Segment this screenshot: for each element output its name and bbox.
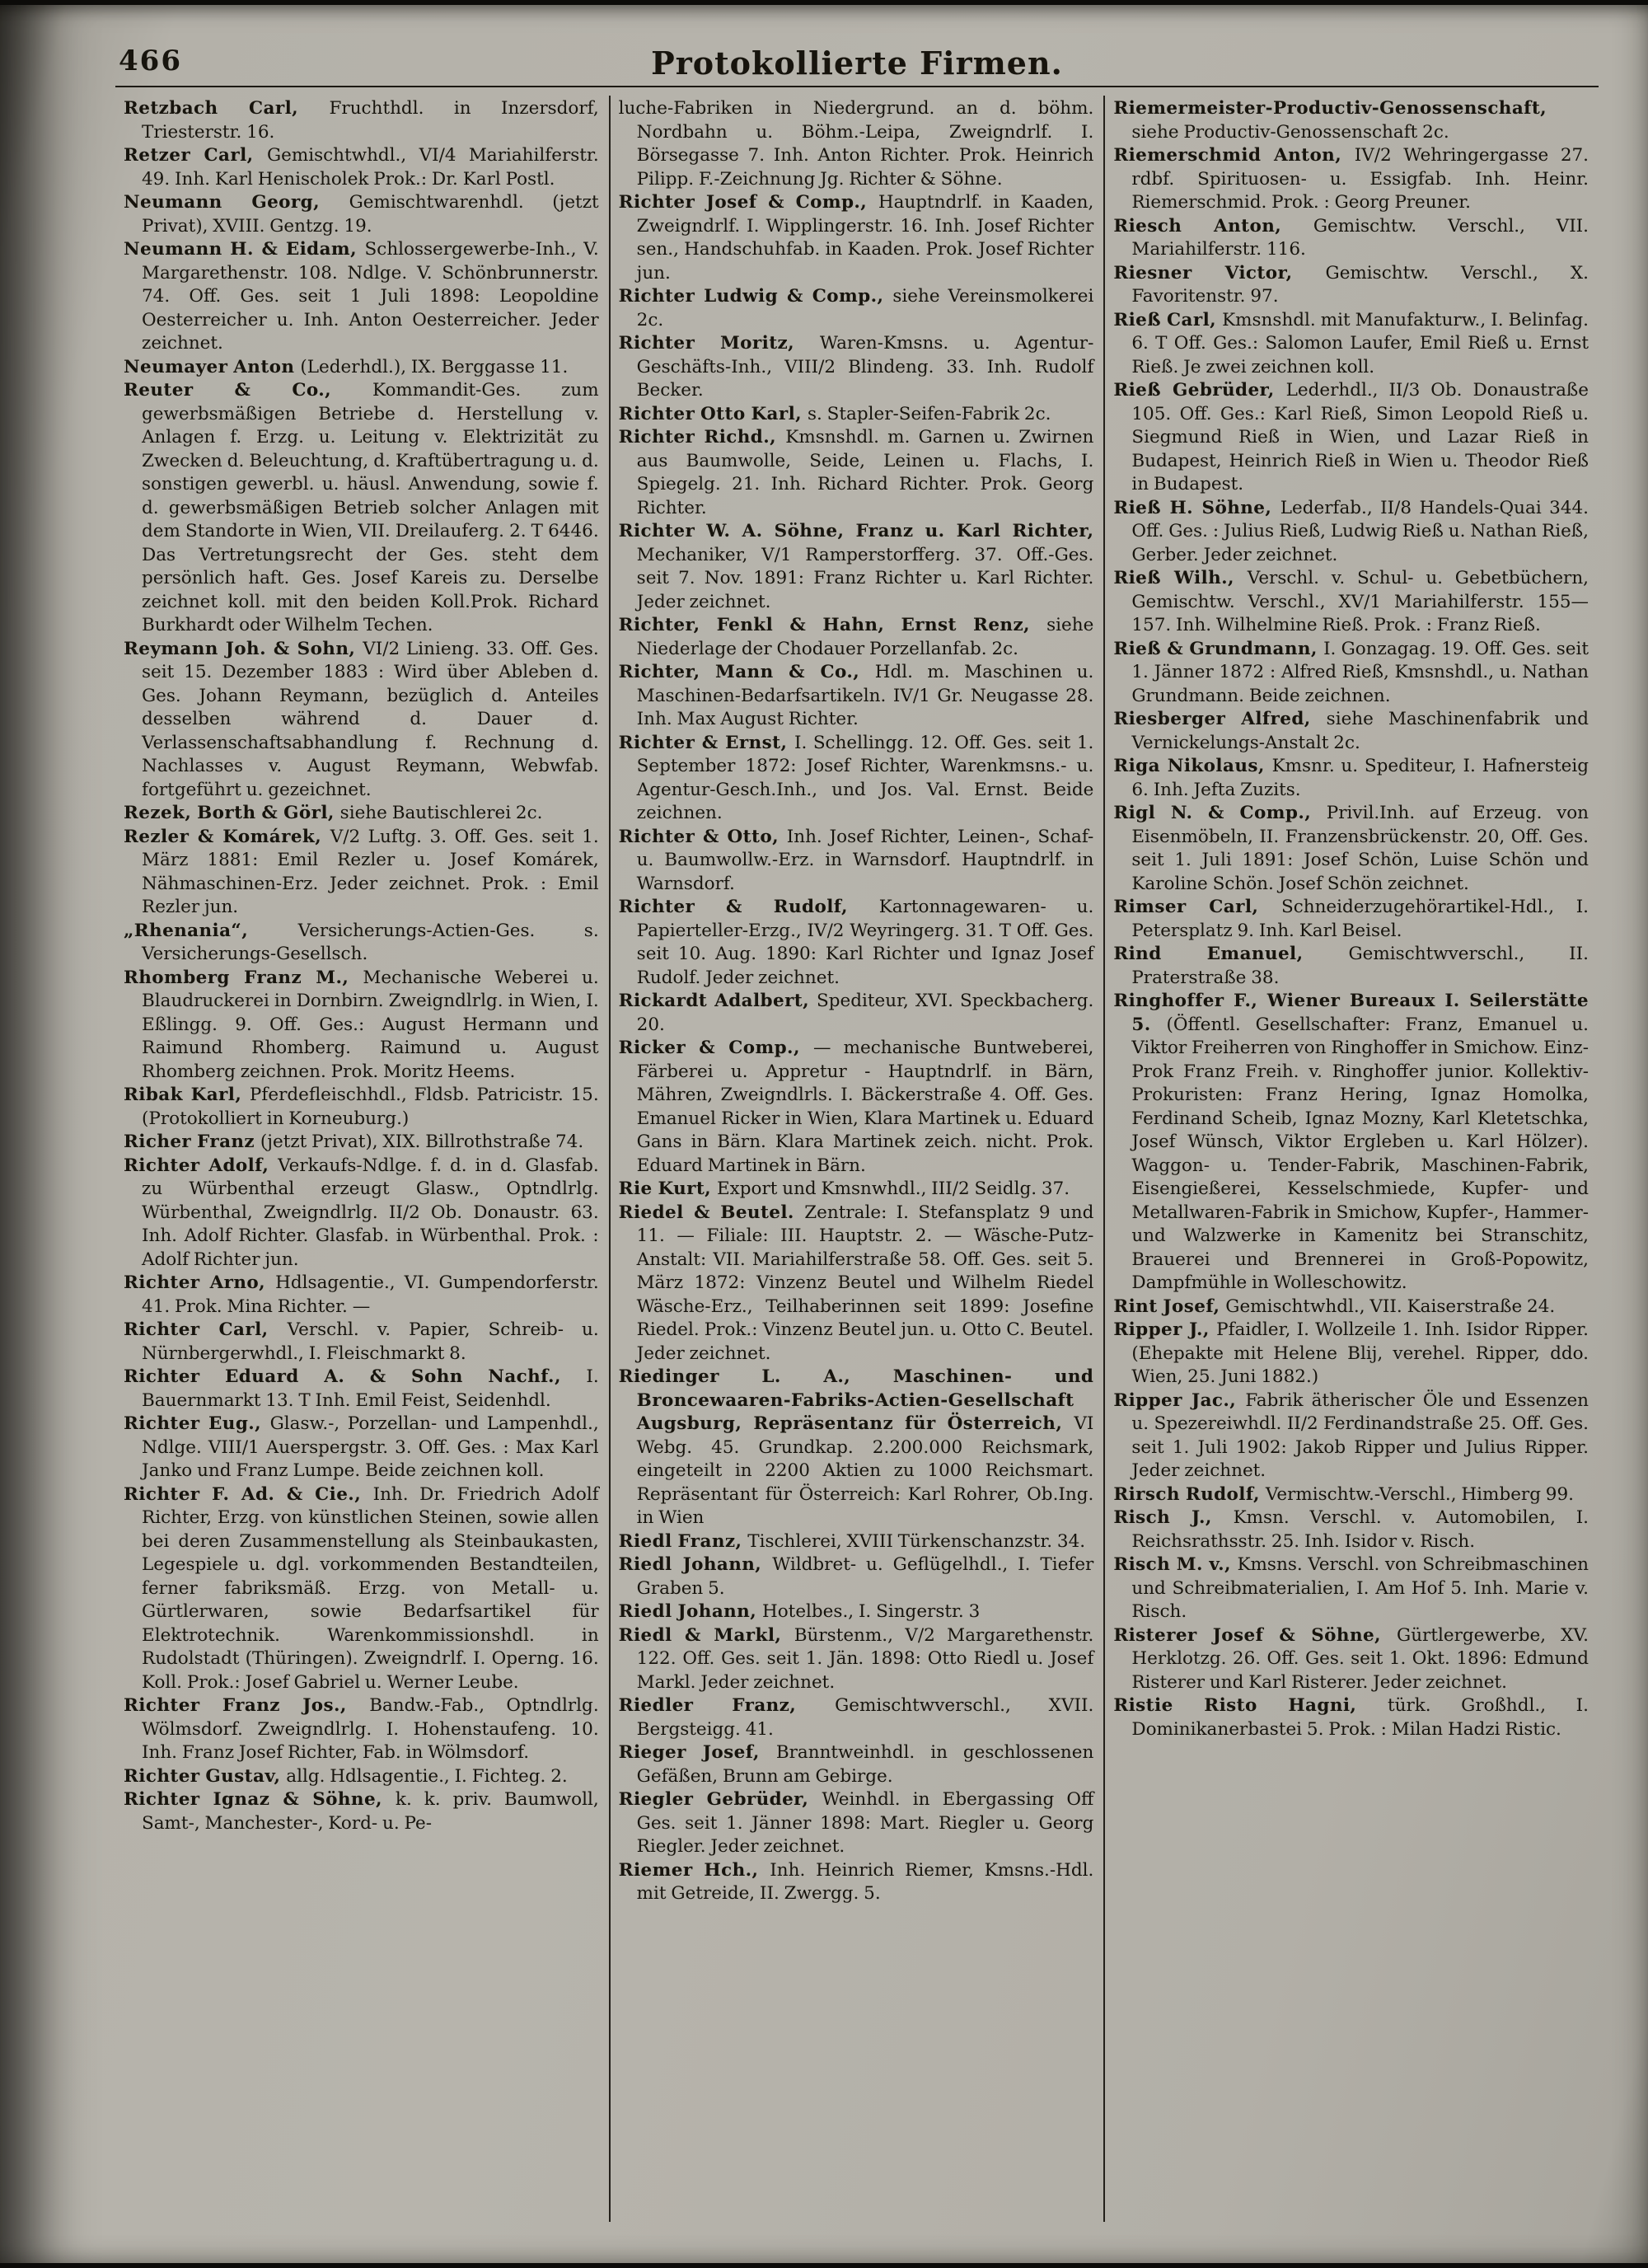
directory-entry (1113, 567, 1589, 638)
entry-text: Kmsnr. u. Spediteur, I. Hafnersteig 6. Inh. Jefta Zuzits. (1131, 756, 1589, 800)
directory-entry (619, 97, 1094, 191)
entry-text: Tischlerei, XVIII Türkenschanzstr. 34. (747, 1530, 1086, 1552)
firm-name: Richter, Mann & Co., (618, 662, 875, 682)
firm-name: Rint Josef, (1113, 1296, 1226, 1317)
directory-entry (619, 426, 1094, 520)
firm-name: Retzbach Carl, (124, 98, 330, 119)
directory-entry (1113, 379, 1589, 497)
entry-text: Kommandit-Ges. zum gewerbsmäßigen Betriebe d. Herstellung v. Anlagen f. Erzg. u. Leitung v. Elektrizität zu Zwecken d. Beleuchtung, d. Kraftübertragung u. d. sonstigen gewerbl. u. häusl. Anwendung, sowie f. d. gewerbsmäßigen Betrieb solcher Anlagen mit dem Standorte in Wien, VII. Dreilauferg. 2. T 6446. Das Vertretungsrecht der Ges. steht dem persönlich haft. Ges. Josef Kareis zu. Derselbe zeichnet koll. mit den beiden Koll.Prok. Richard Burkhardt oder Wilhelm Techen. (142, 380, 599, 635)
firm-name: Riemerschmid Anton, (1113, 145, 1355, 166)
directory-entry (124, 920, 599, 967)
firm-name: Richter Ludwig & Comp., (618, 286, 893, 307)
directory-entry (124, 1084, 599, 1131)
directory-entry (619, 191, 1094, 285)
entry-text: Fabrik ätherischer Öle und Essenzen u. Spezereiwhdl. II/2 Ferdinandstraße 25. Off. Ges. seit 1. Juli 1902: Jakob Ripper und Julius Ripper. Jeder zeichnet. (1131, 1389, 1589, 1481)
directory-column-3 (1103, 96, 1599, 2222)
firm-name: Richter & Otto, (618, 826, 787, 847)
directory-column-1 (115, 96, 609, 2222)
entry-text: siehe Niederlage der Chodauer Porzellanfab. 2c. (636, 615, 1094, 659)
directory-entry (124, 967, 599, 1085)
entry-text: Kmsnshdl. m. Garnen u. Zwirnen aus Baumwolle, Seide, Leinen u. Flachs, I. Spiegelg. 21. Inh. Richard Richter. Prok. Georg Richter. (636, 427, 1094, 518)
entry-text: VI/2 Linieng. 33. Off. Ges. seit 15. Dezember 1883 : Wird über Ableben d. Ges. Johann Reymann, bezüglich d. Anteiles desselben während d. Dauer d. Verlassenschaftsabhandlung f. Rechnung d. Nachlasses v. August Reymann, Webwfab. fortgeführt u. gezeichnet. (142, 638, 599, 800)
entry-text: Kartonnagewaren- u. Papierteller-Erzg., IV/2 Weyringerg. 31. T Off. Ges. seit 10. Aug. 1890: Karl Richter und Ignaz Josef Rudolf. Jeder zeichnet. (636, 897, 1094, 988)
firm-name: Riedl Franz, (618, 1530, 748, 1552)
page-content (115, 45, 1599, 2238)
firm-name: Richter & Ernst, (618, 732, 794, 753)
firm-name: Richter Otto Karl, (618, 403, 808, 424)
entry-text: Hdl. m. Maschinen u. Maschinen-Bedarfsartikeln. IV/1 Gr. Neugasse 28. Inh. Max August Richter. (636, 662, 1094, 729)
directory-entry (619, 614, 1094, 661)
directory-entry (1113, 708, 1589, 755)
directory-entry (124, 826, 599, 920)
directory-entry (1113, 215, 1589, 262)
directory-entry (619, 403, 1094, 427)
entry-text: Zentrale: I. Stefansplatz 9 und 11. — Filiale: III. Hauptstr. 2. — Wäsche-Putz-Anstalt: VII. Mariahilferstraße 58. Off. Ges. seit 5. März 1872: Vinzenz Beutel und Wilhelm Riedel Wäsche-Erz., Teilhaberinnen seit 1899: Josefine Riedel. Prok.: Vinzenz Beutel jun. u. Otto C. Beutel. Jeder zeichnet. (636, 1202, 1094, 1364)
firm-name: Riemermeister-Productiv-Genossenschaft, (1113, 98, 1547, 119)
entry-text: Weinhdl. in Ebergassing Off Ges. seit 1. Jänner 1898: Mart. Riegler u. Georg Riegler. Jeder zeichnet. (636, 1789, 1094, 1857)
firm-name: Rie Kurt, (618, 1179, 717, 1199)
firm-name: Riga Nikolaus, (1113, 756, 1272, 776)
firm-name: Riesch Anton, (1113, 215, 1313, 237)
entry-text: Kmsn. Verschl. v. Automobilen, I. Reichsrathsstr. 25. Inh. Isidor v. Risch. (1131, 1507, 1589, 1552)
entry-text: (Lederhdl.), IX. Berggasse 11. (300, 356, 569, 377)
entry-text: Pferdefleischhdl., Fldsb. Patricistr. 15. (Protokolliert in Korneuburg.) (142, 1085, 599, 1129)
firm-name: Neumann Georg, (124, 192, 349, 213)
entry-text: siehe Vereinsmolkerei 2c. (636, 286, 1094, 330)
firm-name: Rimser Carl, (1113, 897, 1281, 917)
directory-entry (619, 1859, 1094, 1906)
directory-entry (1113, 755, 1589, 802)
firm-name: Ripper Jac., (1113, 1389, 1246, 1411)
firm-name: Ripper J., (1113, 1319, 1217, 1340)
directory-entry (1113, 1319, 1589, 1389)
firm-name: Rieß H. Söhne, (1113, 497, 1280, 518)
firm-name: Retzer Carl, (124, 145, 267, 166)
directory-entry (619, 1366, 1094, 1530)
directory-entry (619, 1553, 1094, 1600)
directory-entry (619, 285, 1094, 332)
entry-text: Waren-Kmsns. u. Agentur-Geschäfts-Inh., VIII/2 Blindeng. 33. Inh. Rudolf Becker. (636, 333, 1094, 401)
directory-entry (1113, 1483, 1589, 1507)
firm-name: Rhomberg Franz M., (124, 967, 363, 988)
entry-text: türk. Großhdl., I. Dominikanerbastei 5. Prok. : Milan Hadzi Ristic. (1131, 1695, 1589, 1740)
firm-name: Risterer Josef & Söhne, (1113, 1624, 1398, 1646)
directory-entry (124, 191, 599, 238)
directory-entry (1113, 1507, 1589, 1553)
firm-name: Ringhoffer F., Wiener Bureaux I. Seilerstätte 5. (1113, 991, 1589, 1035)
directory-entry (124, 1131, 599, 1155)
firm-name: Rieß & Grundmann, (1113, 638, 1324, 659)
firm-name: Richter & Rudolf, (618, 897, 879, 917)
entry-text: s. Stapler-Seifen-Fabrik 2c. (807, 403, 1051, 424)
firm-name: Riedl & Markl, (618, 1624, 794, 1646)
firm-name: Riesberger Alfred, (1113, 709, 1327, 729)
directory-entry (619, 1530, 1094, 1554)
entry-text: k. k. priv. Baumwoll, Samt-, Manchester-, Kord- u. Pe- (142, 1789, 599, 1834)
directory-column-2 (609, 96, 1104, 2222)
directory-entry (1113, 144, 1589, 215)
directory-entry (619, 1624, 1094, 1695)
directory-entry (619, 1741, 1094, 1788)
firm-name: Ristie Risto Hagni, (1113, 1695, 1388, 1716)
directory-entry (124, 1319, 599, 1366)
entry-text: Wildbret- u. Geflügelhdl., I. Tiefer Graben 5. (636, 1554, 1094, 1599)
entry-text: Gemischtwhdl., VI/4 Mariahilferstr. 49. Inh. Karl Henischolek Prok.: Dr. Karl Postl. (142, 145, 599, 190)
directory-entry (124, 1788, 599, 1835)
entry-text: Privil.Inh. auf Erzeug. von Eisenmöbeln, II. Franzensbrückenstr. 20, Off. Ges. seit 1. Juli 1891: Josef Schön, Luise Schön und Karoline Schön. Josef Schön zeichnet. (1131, 803, 1589, 894)
firm-name: Rieß Carl, (1113, 309, 1223, 330)
page-number: 466 (119, 45, 182, 77)
entry-text: Branntweinhdl. in geschlossenen Gefäßen, Brunn am Gebirge. (636, 1742, 1094, 1787)
firm-name: Richter, Fenkl & Hahn, Ernst Renz, (618, 615, 1047, 635)
entry-text: Verschl. v. Schul- u. Gebetbüchern, Gemischtw. Verschl., XV/1 Mariahilferstr. 155—157. Inh. Wilhelmine Rieß. Prok. : Franz Rieß. (1131, 568, 1589, 635)
page-header (115, 45, 1599, 87)
entry-text: Hauptndrlf. in Kaaden, Zweigndrlf. I. Wipplingerstr. 16. Inh. Josef Richter sen., Handschuhfab. in Kaaden. Prok. Josef Richter jun. (636, 192, 1094, 284)
firm-name: Richter W. A. Söhne, Franz u. Karl Richter, (618, 521, 1094, 541)
directory-entry (1113, 497, 1589, 568)
entry-text: — mechanische Buntweberei, Färberei u. Appretur - Hauptndrlf. in Bärn, Mähren, Zweigndlrls. I. Bäckerstraße 4. Off. Ges. Emanuel Ricker in Wien, Klara Martinek u. Eduard Gans in Bärn. Klara Martinek zeich. nicht. Prok. Eduard Martinek in Bärn. (636, 1038, 1094, 1176)
entry-text: Gemischtwhdl., VII. Kaiserstraße 24. (1225, 1296, 1556, 1317)
firm-name: Richter Carl, (124, 1319, 288, 1340)
firm-name: Richter F. Ad. & Cie., (124, 1483, 373, 1505)
directory-entry (124, 356, 599, 380)
directory-entry (619, 826, 1094, 897)
directory-entry (1113, 896, 1589, 943)
firm-name: Richter Richd., (618, 427, 786, 448)
entry-text: Lederhdl., II/3 Ob. Donaustraße 105. Off. Ges.: Karl Rieß, Simon Leopold Rieß u. Siegmund Rieß in Wien, und Lazar Rieß in Budapest, Heinrich Rieß in Wien u. Theodor Rieß in Budapest. (1131, 380, 1589, 494)
directory-entry (124, 1366, 599, 1413)
firm-name: Richter Moritz, (618, 333, 820, 354)
firm-name: Riemer Hch., (618, 1859, 770, 1881)
firm-name: Richter Franz Jos., (124, 1695, 370, 1716)
firm-name: „Rhenania“, (124, 920, 298, 941)
page-title: Protokollierte Firmen. (651, 45, 1063, 82)
entry-text: VI Webg. 45. Grundkap. 2.200.000 Reichsmark, eingeteilt in 2200 Aktien zu 1000 Reichsmart. Repräsentant für Österreich: Karl Rohrer, Ob.Ing. in Wien (636, 1413, 1094, 1528)
directory-entry (124, 97, 599, 144)
entry-text: Gemischtwverschl., II. Praterstraße 38. (1131, 944, 1589, 988)
entry-text: Gemischtw. Verschl., X. Favoritenstr. 97. (1131, 262, 1589, 307)
firm-name: Rezler & Komárek, (124, 826, 330, 847)
entry-text: (Öffentl. Gesellschafter: Franz, Emanuel u. Viktor Freiherren von Ringhoffer in Smichow. Einz-Prok Franz Freih. v. Ringhoffer junior. Kollektiv-Prokuristen: Franz Hering, Ignaz Homolka, Ferdinand Scheib, Ignaz Mozny, Karl Kletetschka, Josef Wünsch, Viktor Ergleben u. Karl Hölzer). Waggon- u. Tender-Fabrik, Maschinen-Fabrik, Eisengießerei, Kesselschmiede, Kupfer- und Metallwaren-Fabrik in Smichow, Kupfer-, Hammer- und Walzwerke in Kamenitz bei Stranschitz, Brauerei und Brennerei in Groß-Popowitz, Dampfmühle in Wolleschowitz. (1131, 1014, 1589, 1293)
firm-name: Riedl Johann, (618, 1554, 773, 1575)
directory-entry (1113, 1553, 1589, 1624)
firm-name: Richter Eug., (124, 1413, 270, 1434)
firm-name: Ribak Karl, (124, 1085, 250, 1105)
entry-text: siehe Productiv-Genossenschaft 2c. (1131, 121, 1449, 143)
firm-name: Risch J., (1113, 1507, 1234, 1528)
directory-entry (1113, 309, 1589, 380)
directory-entry (1113, 262, 1589, 309)
firm-name: Riesner Victor, (1113, 262, 1326, 284)
entry-text: Inh. Josef Richter, Leinen-, Schaf- u. Baumwollw.-Erz. in Warnsdorf. Hauptndrlf. in Warnsdorf. (636, 826, 1094, 894)
firm-name: Richter Ignaz & Söhne, (124, 1789, 396, 1810)
firm-name: Richer Franz (124, 1132, 260, 1152)
directory-entry (124, 1694, 599, 1765)
firm-name: Richter Josef & Comp., (618, 192, 878, 213)
entry-text: Gürtlergewerbe, XV. Herklotzg. 26. Off. Ges. seit 1. Okt. 1896: Edmund Risterer und Karl Risterer. Jeder zeichnet. (1131, 1624, 1589, 1693)
book-page (0, 5, 1648, 2263)
directory-entry (124, 238, 599, 356)
directory-entry (1113, 638, 1589, 709)
entry-text: Pfaidler, I. Wollzeile 1. Inh. Isidor Ripper. (Ehepakte mit Helene Blij, verehel. Ripper, ddo. Wien, 25. Juni 1882.) (1131, 1319, 1589, 1387)
directory-entry (1113, 802, 1589, 896)
directory-entry (124, 144, 599, 191)
directory-entry (619, 332, 1094, 403)
firm-name: Riedl Johann, (618, 1601, 762, 1622)
entry-text: Gemischtw. Verschl., VII. Mariahilferstr. 116. (1131, 215, 1589, 260)
directory-entry (1113, 1624, 1589, 1695)
entry-text: Inh. Dr. Friedrich Adolf Richter, Erzg. von künstlichen Steinen, sowie allen bei deren Zusammenstellung als Steinbaukasten, Legespiele u. dgl. vorkommenden Bestandteilen, ferner fabriksmäß. Erzg. von Metall- u. Gürtlerwaren, sowie Bedarfsartikel für Elektrotechnik. Warenkommissionshdl. in Rudolstadt (Thüringen). Zweigndrlf. I. Operng. 16. Koll. Prok.: Josef Gabriel u. Werner Leube. (142, 1483, 599, 1693)
entry-text: luche-Fabriken in Niedergrund. an d. böhm. Nordbahn u. Böhm.-Leipa, Zweigndrlf. I. Börsegasse 7. Inh. Anton Richter. Prok. Heinrich Pilipp. F.-Zeichnung Jg. Richter & Söhne. (618, 98, 1094, 190)
directory-entry (619, 1694, 1094, 1741)
directory-entry (1113, 990, 1589, 1296)
entry-text: Kmsns. Verschl. von Schreibmaschinen und Schreibmaterialien, I. Am Hof 5. Inh. Marie v. Risch. (1131, 1554, 1589, 1622)
firm-name: Riedel & Beutel. (618, 1202, 805, 1223)
directory-entry (619, 1788, 1094, 1859)
directory-entry (619, 661, 1094, 732)
directory-entry (124, 1413, 599, 1483)
directory-entry (124, 638, 599, 803)
entry-text: Schneiderzugehörartikel-Hdl., I. Petersplatz 9. Inh. Karl Beisel. (1131, 897, 1589, 941)
firm-name: Rirsch Rudolf, (1113, 1483, 1266, 1505)
entry-text: Fruchthdl. in Inzersdorf, Triesterstr. 16. (142, 98, 599, 143)
firm-name: Richter Gustav, (124, 1765, 287, 1787)
entry-text: Schlossergewerbe-Inh., V. Margarethenstr. 108. Ndlge. V. Schönbrunnerstr. 74. Off. Ges. seit 1 Juli 1898: Leopoldine Oesterreicher u. Inh. Anton Oesterreicher. Jeder zeichnet. (142, 239, 599, 354)
directory-entry (1113, 1694, 1589, 1741)
firm-name: Riedinger L. A., Maschinen- und Broncewaaren-Fabriks-Actien-Gesellschaft Augsburg, Repräsentanz für Österreich, (618, 1366, 1094, 1434)
directory-entry (619, 896, 1094, 990)
firm-name: Rieß Gebrüder, (1113, 380, 1286, 401)
entry-text: Verkaufs-Ndlge. f. d. in d. Glasfab. zu Würbenthal erzeugt Glasw., Optndlrlg. Würbenthal, Zweigndlrlg. II/2 Ob. Donaustr. 63. Inh. Adolf Richter. Glasfab. in Würbenthal. Prok. : Adolf Richter jun. (142, 1155, 599, 1270)
directory-entry (1113, 1389, 1589, 1483)
firm-name: Rigl N. & Comp., (1113, 803, 1327, 823)
directory-entry (124, 379, 599, 638)
firm-name: Rieger Josef, (618, 1742, 776, 1763)
directory-entry (1113, 943, 1589, 990)
entry-text: I. Gonzagag. 19. Off. Ges. seit 1. Jänner 1872 : Alfred Rieß, Kmsnshdl., u. Nathan Grundmann. Beide zeichnen. (1131, 638, 1589, 706)
entry-text: Lederfab., II/8 Handels-Quai 344. Off. Ges. : Julius Rieß, Ludwig Rieß u. Nathan Rieß, Gerber. Jeder zeichnet. (1131, 497, 1589, 565)
entry-text: siehe Bautischlerei 2c. (339, 803, 543, 823)
directory-entry (619, 732, 1094, 826)
firm-name: Risch M. v., (1113, 1554, 1238, 1575)
entry-text: Versicherungs-Actien-Ges. s. Versicherungs-Gesellsch. (142, 920, 599, 964)
directory-entry (619, 520, 1094, 614)
directory-entry (124, 1155, 599, 1272)
firm-name: Richter Adolf, (124, 1155, 279, 1176)
entry-text: Mechanische Weberei u. Blaudruckerei in Dornbirn. Zweigndlrlg. in Wien, I. Eßlingg. 9. Off. Ges.: August Hermann und Raimund Rhomberg. Raimund u. August Rhomberg zeichnen. Prok. Moritz Heems. (142, 967, 599, 1082)
entry-text: Spediteur, XVI. Speckbacherg. 20. (636, 991, 1094, 1035)
entry-text: I. Bauernmarkt 13. T Inh. Emil Feist, Seidenhdl. (142, 1366, 599, 1411)
directory-entry (124, 1765, 599, 1789)
entry-text: Gemischtwverschl., XVII. Bergsteigg. 41. (636, 1695, 1094, 1740)
entry-text: Bandw.-Fab., Optndlrlg. Wölmsdorf. Zweigndlrlg. I. Hohenstaufeng. 10. Inh. Franz Josef Richter, Fab. in Wölmsdorf. (142, 1695, 599, 1763)
firm-name: Richter Arno, (124, 1272, 276, 1293)
directory-entry (124, 802, 599, 826)
firm-name: Rieß Wilh., (1113, 568, 1248, 588)
entry-text: Inh. Heinrich Riemer, Kmsns.-Hdl. mit Getreide, II. Zwergg. 5. (636, 1859, 1094, 1904)
directory-columns (115, 87, 1599, 2222)
entry-text: Kmsnshdl. mit Manufakturw., I. Belinfag. 6. T Off. Ges.: Salomon Laufer, Emil Rieß u. Ernst Rieß. Je zwei zeichnen koll. (1131, 309, 1589, 377)
entry-text: Glasw.-, Porzellan- und Lampenhdl., Ndlge. VIII/1 Auerspergstr. 3. Off. Ges. : Max Karl Janko und Franz Lumpe. Beide zeichnen koll. (142, 1413, 599, 1481)
directory-entry (619, 1600, 1094, 1624)
entry-text: (jetzt Privat), XIX. Billrothstraße 74. (260, 1132, 584, 1152)
firm-name: Reymann Joh. & Sohn, (124, 638, 363, 659)
directory-entry (124, 1272, 599, 1319)
directory-entry (619, 990, 1094, 1037)
entry-text: allg. Hdlsagentie., I. Fichteg. 2. (286, 1765, 568, 1787)
directory-entry (1113, 97, 1589, 144)
entry-text: V/2 Luftg. 3. Off. Ges. seit 1. März 1881: Emil Rezler u. Josef Komárek, Nähmaschinen-Erz. Jeder zeichnet. Prok. : Emil Rezler jun. (142, 826, 599, 917)
entry-text: Verschl. v. Papier, Schreib- u. Nürnbergerwhdl., I. Fleischmarkt 8. (142, 1319, 599, 1364)
firm-name: Rickardt Adalbert, (618, 991, 817, 1011)
directory-entry (619, 1037, 1094, 1178)
entry-text: Bürstenm., V/2 Margarethenstr. 122. Off. Ges. seit 1. Jän. 1898: Otto Riedl u. Josef Markl. Jeder zeichnet. (636, 1624, 1094, 1693)
entry-text: siehe Maschinenfabrik und Vernickelungs-Anstalt 2c. (1131, 709, 1589, 753)
entry-text: Gemischtwarenhdl. (jetzt Privat), XVIII. Gentzg. 19. (142, 192, 599, 237)
directory-entry (619, 1178, 1094, 1202)
entry-text: Hotelbes., I. Singerstr. 3 (761, 1601, 981, 1622)
firm-name: Riedler Franz, (618, 1695, 836, 1716)
firm-name: Neumayer Anton (124, 356, 301, 377)
directory-entry (1113, 1296, 1589, 1319)
directory-entry (619, 1202, 1094, 1366)
firm-name: Riegler Gebrüder, (618, 1789, 822, 1810)
entry-text: Export und Kmsnwhdl., III/2 Seidlg. 37. (716, 1179, 1070, 1199)
firm-name: Richter Eduard A. & Sohn Nachf., (124, 1366, 587, 1387)
entry-text: Hdlsagentie., VI. Gumpendorferstr. 41. Prok. Mina Richter. — (142, 1272, 599, 1317)
entry-text: I. Schellingg. 12. Off. Ges. seit 1. September 1872: Josef Richter, Warenkmsns.- u. Agentur-Gesch.Inh., und Jos. Val. Ernst. Beide zeichnen. (636, 732, 1094, 823)
entry-text: IV/2 Wehringergasse 27. rdbf. Spirituosen- u. Essigfab. Inh. Heinr. Riemerschmid. Prok. : Georg Preuner. (1131, 145, 1589, 213)
firm-name: Reuter & Co., (124, 380, 372, 401)
entry-text: Vermischtw.-Verschl., Himberg 99. (1265, 1483, 1574, 1505)
directory-entry (124, 1483, 599, 1695)
firm-name: Neumann H. & Eidam, (124, 239, 365, 260)
firm-name: Rind Emanuel, (1113, 944, 1349, 964)
firm-name: Ricker & Comp., (618, 1038, 813, 1058)
entry-text: Mechaniker, V/1 Ramperstorfferg. 37. Off.-Ges. seit 7. Nov. 1891: Franz Richter u. Karl Richter. Jeder zeichnet. (636, 544, 1094, 612)
firm-name: Rezek, Borth & Görl, (124, 803, 340, 823)
